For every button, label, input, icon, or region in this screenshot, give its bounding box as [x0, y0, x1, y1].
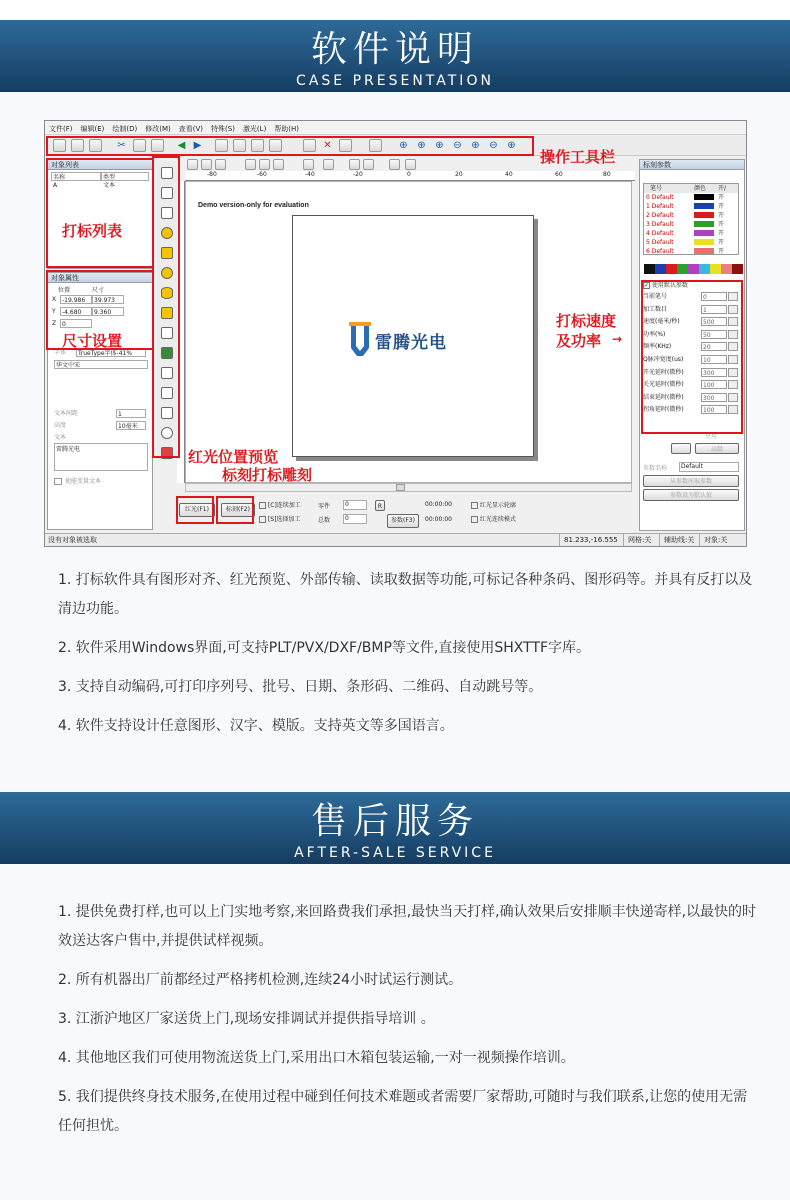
mark-params-title: 标刻参数: [640, 160, 744, 170]
mirror-h-icon[interactable]: [349, 159, 360, 170]
toolbar-annotation: 操作工具栏: [540, 148, 616, 166]
pen-switch[interactable]: 开: [718, 230, 725, 237]
pen-label: 2 Default: [646, 212, 674, 219]
apply-label[interactable]: 应用: [705, 433, 718, 440]
pen-label: 1 Default: [646, 203, 674, 210]
section-title-cn: 售后服务: [310, 801, 479, 842]
palette-color-swatch[interactable]: [710, 264, 721, 274]
param-label: 速度(毫米/秒): [643, 318, 680, 326]
zoom-icon[interactable]: ⊕: [399, 140, 408, 151]
select-process-label: [S]选择加工: [267, 516, 301, 523]
tools-highlight: [152, 156, 180, 458]
param-value-input[interactable]: 300: [701, 393, 727, 402]
zoom-select-icon[interactable]: ⊖: [489, 140, 498, 151]
pen-color-swatch: [694, 248, 714, 254]
pen-header-color: 颜色: [694, 185, 707, 192]
params-small-button[interactable]: [671, 443, 691, 454]
redlight-annotation: 红光位置预览: [188, 448, 279, 466]
part-count-input[interactable]: 0: [343, 500, 367, 510]
service-item: 2. 所有机器出厂前都经过严格拷机检测,连续24小时试运行测试。: [58, 972, 463, 988]
pen-row[interactable]: [644, 202, 738, 211]
pen-row[interactable]: [644, 220, 738, 229]
company-logo-icon: [349, 322, 371, 358]
service-item: 1. 提供免费打样,也可以上门实地考察,来回路费我们承担,最快当天打样,确认效果后安排顺丰快递寄样,以最快的时效送达客户售中,并提供试样视频。: [58, 904, 757, 949]
pen-color-swatch: [694, 221, 714, 227]
mark-btn-highlight: [216, 496, 254, 524]
ruler-tick: 20: [455, 171, 463, 178]
use-default-label: 使用默认参数: [651, 282, 688, 289]
menu-laser[interactable]: 激光(L): [242, 125, 267, 133]
ruler-tick: -60: [257, 171, 267, 178]
object-properties-panel: 对象属性 位置 尺寸 X -19.986 39.973 Y -4.680 9.360 Z 0 字体 TrueType字体-41% 华文中宋 文本间距 1 高度 10毫米 文本 雷腾光电 使能变量文本: [47, 272, 153, 530]
pen-label: 3 Default: [646, 221, 674, 228]
case-presentation-banner: [0, 20, 790, 92]
palette-color-swatch[interactable]: [721, 264, 732, 274]
params-button[interactable]: 参数(F3): [387, 514, 419, 528]
object-list-title: 对象列表: [48, 160, 152, 170]
zoom-out-icon[interactable]: ⊕: [435, 140, 444, 151]
cursor-coords: 81.233,-16.555: [559, 534, 618, 547]
menu-draw[interactable]: 绘制(D): [112, 125, 138, 133]
pen-switch[interactable]: 开: [718, 248, 725, 255]
ruler-tick: 80: [603, 171, 611, 178]
logo-text: 雷腾光电: [375, 333, 447, 353]
font-name-select[interactable]: 华文中宋: [54, 360, 148, 369]
demo-watermark: Demo version-only for evaluation: [198, 202, 309, 209]
eye-hide-icon[interactable]: [405, 159, 416, 170]
param-value-input[interactable]: 100: [701, 380, 727, 389]
font-label: 字体: [54, 349, 67, 356]
service-list: [58, 898, 758, 1151]
red-light-button[interactable]: 红光(F1): [179, 503, 215, 517]
param-label: Q脉冲宽度(us): [643, 356, 684, 363]
pen-label: 4 Default: [646, 230, 674, 237]
menu-special[interactable]: 特殊(S): [211, 125, 235, 133]
use-default-checkbox[interactable]: ✓: [644, 282, 650, 289]
param-label: 频率(KHz): [643, 343, 672, 351]
param-value-input[interactable]: 500: [701, 317, 727, 326]
pen-label: 0 Default: [646, 194, 674, 201]
eye-icon[interactable]: [389, 159, 400, 170]
y-position-input[interactable]: -4.680: [60, 307, 92, 316]
cut-icon[interactable]: ✂: [117, 140, 126, 151]
param-label: 关光延时(微秒): [643, 381, 684, 389]
pen-header-number: 笔号: [650, 185, 663, 192]
set-default-button[interactable]: 参数设为默认值: [643, 489, 739, 501]
feature-item: 3. 支持自动编码,可打印序列号、批号、日期、条形码、二维码、自动跳号等。: [58, 679, 543, 695]
pen-switch[interactable]: 开: [718, 239, 725, 246]
status-message: 没有对象被选取: [48, 536, 97, 544]
pen-switch[interactable]: 开: [718, 194, 725, 201]
mark-button[interactable]: 标刻(F2): [221, 503, 255, 517]
object-status: 对象:关: [699, 534, 727, 547]
prop-header-position: 位置: [58, 287, 71, 294]
after-sale-banner: [0, 792, 790, 864]
variable-text-checkbox[interactable]: [54, 478, 62, 485]
param-name-input[interactable]: Default: [679, 462, 739, 472]
guide-status: 辅助线:关: [659, 534, 694, 547]
pen-switch[interactable]: 开: [718, 212, 725, 219]
param-label: 结束延时(微秒): [643, 393, 684, 401]
zoom-all-icon[interactable]: ⊕: [471, 140, 480, 151]
param-label: 功率(%): [643, 330, 666, 338]
param-label: 加工数目: [643, 305, 668, 313]
palette-color-swatch[interactable]: [732, 264, 743, 274]
red-outline-label: 红光显示轮廓: [479, 502, 516, 509]
menu-modify[interactable]: 修改(M): [145, 125, 171, 133]
text-label: 文本: [54, 434, 67, 441]
align-toolbar: [185, 159, 485, 171]
x-position-input[interactable]: -19.986: [60, 295, 92, 304]
param-value-input[interactable]: 50: [701, 330, 727, 339]
font-type-select[interactable]: TrueType字体-41%: [76, 348, 146, 357]
col-type: 类型: [101, 172, 149, 181]
menu-view[interactable]: 查看(V): [178, 125, 204, 133]
red-continuous-option[interactable]: [471, 514, 516, 523]
param-name-label: 参数名称: [643, 465, 668, 472]
align-center-icon[interactable]: [201, 159, 212, 170]
char-spacing-label: 文本间距: [54, 410, 79, 417]
total-count-input[interactable]: 0: [343, 514, 367, 524]
section-title-cn: 软件说明: [310, 29, 479, 70]
pen-color-swatch: [694, 230, 714, 236]
pen-color-swatch: [694, 194, 714, 200]
params-highlight: [641, 280, 743, 434]
select-process-option[interactable]: [259, 514, 300, 523]
lock-icon[interactable]: [245, 159, 256, 170]
param-label: 开光延时(微秒): [643, 368, 684, 376]
mirror-v-icon[interactable]: [363, 159, 374, 170]
text-content-input[interactable]: 雷腾光电: [54, 443, 148, 471]
align-right-icon[interactable]: [215, 159, 226, 170]
pen-switch[interactable]: 开: [718, 221, 725, 228]
pen-row[interactable]: [644, 211, 738, 220]
pen-switch[interactable]: 开: [718, 203, 725, 210]
group-icon[interactable]: [303, 159, 314, 170]
z-input[interactable]: 0: [60, 319, 92, 328]
section-title-en: AFTER-SALE SERVICE: [294, 845, 496, 861]
pen-row[interactable]: [644, 238, 738, 247]
prop-header-size: 尺寸: [92, 287, 105, 294]
list-highlight: [46, 158, 154, 268]
param-label: 当前笔号: [643, 293, 668, 300]
ruler-tick: 60: [555, 171, 563, 178]
time-total: 00:00:00: [425, 516, 452, 523]
feature-item: 2. 软件采用Windows界面,可支持PLT/PVX/DXF/BMP等文件,直接使用SHXTTF字库。: [58, 640, 591, 656]
feature-item: 4. 软件支持设计任意图形、汉字、模版。支持英文等多国语言。: [58, 718, 454, 734]
param-value-input[interactable]: 10: [701, 355, 727, 364]
pen-color-swatch: [694, 212, 714, 218]
speed-annotation: 打标速度: [556, 312, 617, 330]
param-value-input[interactable]: 0: [701, 292, 727, 301]
palette-color-swatch[interactable]: [666, 264, 677, 274]
menu-file[interactable]: 文件(F): [49, 125, 73, 133]
menu-edit[interactable]: 编辑(E): [80, 125, 105, 133]
horizontal-ruler: [185, 171, 635, 181]
status-bar: [45, 533, 746, 547]
feature-item: 1. 打标软件具有图形对齐、红光预览、外部传输、读取数据等功能,可标记各种条码、图形码等。并具有反打以及清边功能。: [58, 572, 753, 617]
red-continuous-label: 红光连续模式: [479, 516, 516, 523]
col-name: 名称: [51, 172, 101, 181]
power-annotation: 及功率: [556, 332, 602, 350]
variable-text-label: 使能变量文本: [65, 478, 102, 485]
total-label: 总数: [318, 517, 331, 524]
advanced-button[interactable]: 高级: [695, 443, 739, 454]
pen-row[interactable]: [644, 229, 738, 238]
service-item: 5. 我们提供终身技术服务,在使用过程中碰到任何技术难题或者需要厂家帮助,可随时与我们联系,让您的使用无需任何担忧。: [58, 1089, 748, 1134]
lock-all-icon[interactable]: [273, 159, 284, 170]
work-area[interactable]: [292, 215, 534, 457]
zoom-fit-icon[interactable]: ⊕: [507, 140, 516, 151]
pen-color-swatch: [694, 203, 714, 209]
ruler-tick: -80: [207, 171, 217, 178]
palette-color-swatch[interactable]: [699, 264, 710, 274]
grid-status: 网格:关: [623, 534, 651, 547]
back-icon[interactable]: ◀: [177, 140, 186, 151]
height-input[interactable]: 10毫米: [116, 421, 146, 430]
size-annotation: 尺寸设置: [62, 332, 123, 350]
pen-header-switch: 开/: [718, 185, 727, 192]
tools-icon[interactable]: ✕: [323, 140, 332, 151]
palette-color-swatch[interactable]: [644, 264, 655, 274]
palette-color-swatch[interactable]: [655, 264, 666, 274]
reset-button[interactable]: R: [375, 500, 385, 511]
param-value-input[interactable]: 100: [701, 405, 727, 414]
param-value-input[interactable]: 20: [701, 342, 727, 351]
list-item-type: 文本: [103, 182, 116, 189]
forward-icon[interactable]: ▶: [193, 140, 202, 151]
zoom-page-icon[interactable]: ⊖: [453, 140, 462, 151]
ruler-tick: -40: [305, 171, 315, 178]
redlight-btn-highlight: [176, 496, 214, 524]
part-label: 零件: [318, 503, 331, 510]
continuous-label: [C]连续加工: [267, 502, 301, 509]
mark-annotation: 标刻打标雕刻: [222, 466, 313, 484]
load-from-lib-button[interactable]: 从参数库取参数: [643, 475, 739, 487]
color-icon[interactable]: [323, 159, 334, 170]
menu-bar: [45, 121, 746, 135]
ruler-tick: -20: [353, 171, 363, 178]
pen-color-swatch: [694, 239, 714, 245]
palette-color-swatch[interactable]: [677, 264, 688, 274]
continuous-option[interactable]: [259, 500, 301, 509]
height-label: 高度: [54, 422, 67, 429]
zoom-in-icon[interactable]: ⊕: [417, 140, 426, 151]
pen-row[interactable]: [644, 193, 738, 202]
pen-row[interactable]: [644, 247, 738, 256]
toolbar-highlight: [46, 136, 534, 156]
list-item-name[interactable]: A: [53, 182, 58, 189]
align-left-icon[interactable]: [187, 159, 198, 170]
features-list: [58, 566, 758, 751]
param-value-input[interactable]: 300: [701, 368, 727, 377]
pen-label: 5 Default: [646, 239, 674, 246]
param-label: 拐角延时(微秒): [643, 406, 684, 414]
unlock-icon[interactable]: [259, 159, 270, 170]
ruler-tick: 0: [407, 171, 411, 178]
palette-color-swatch[interactable]: [688, 264, 699, 274]
menu-help[interactable]: 帮助(H): [274, 125, 300, 133]
service-item: 3. 江浙沪地区厂家送货上门,现场安排调试并提供指导培训 。: [58, 1011, 435, 1027]
red-outline-option[interactable]: [471, 500, 516, 509]
y-size-input[interactable]: 9.360: [92, 307, 124, 316]
pen-list: [643, 183, 739, 255]
param-value-input[interactable]: 1: [701, 305, 727, 314]
time-elapsed: 00:00:00: [425, 501, 452, 508]
char-spacing-input[interactable]: 1: [116, 409, 146, 418]
object-prop-title: 对象属性: [48, 273, 152, 283]
list-annotation: 打标列表: [62, 222, 123, 240]
service-item: 4. 其他地区我们可使用物流送货上门,采用出口木箱包装运输,一对一视频操作培训。: [58, 1050, 575, 1066]
ruler-tick: 40: [505, 171, 513, 178]
pen-label: 6 Default: [646, 248, 674, 255]
x-size-input[interactable]: 39.973: [92, 295, 124, 304]
section-title-en: CASE PRESENTATION: [296, 73, 494, 89]
arrow-icon: →: [612, 332, 623, 346]
